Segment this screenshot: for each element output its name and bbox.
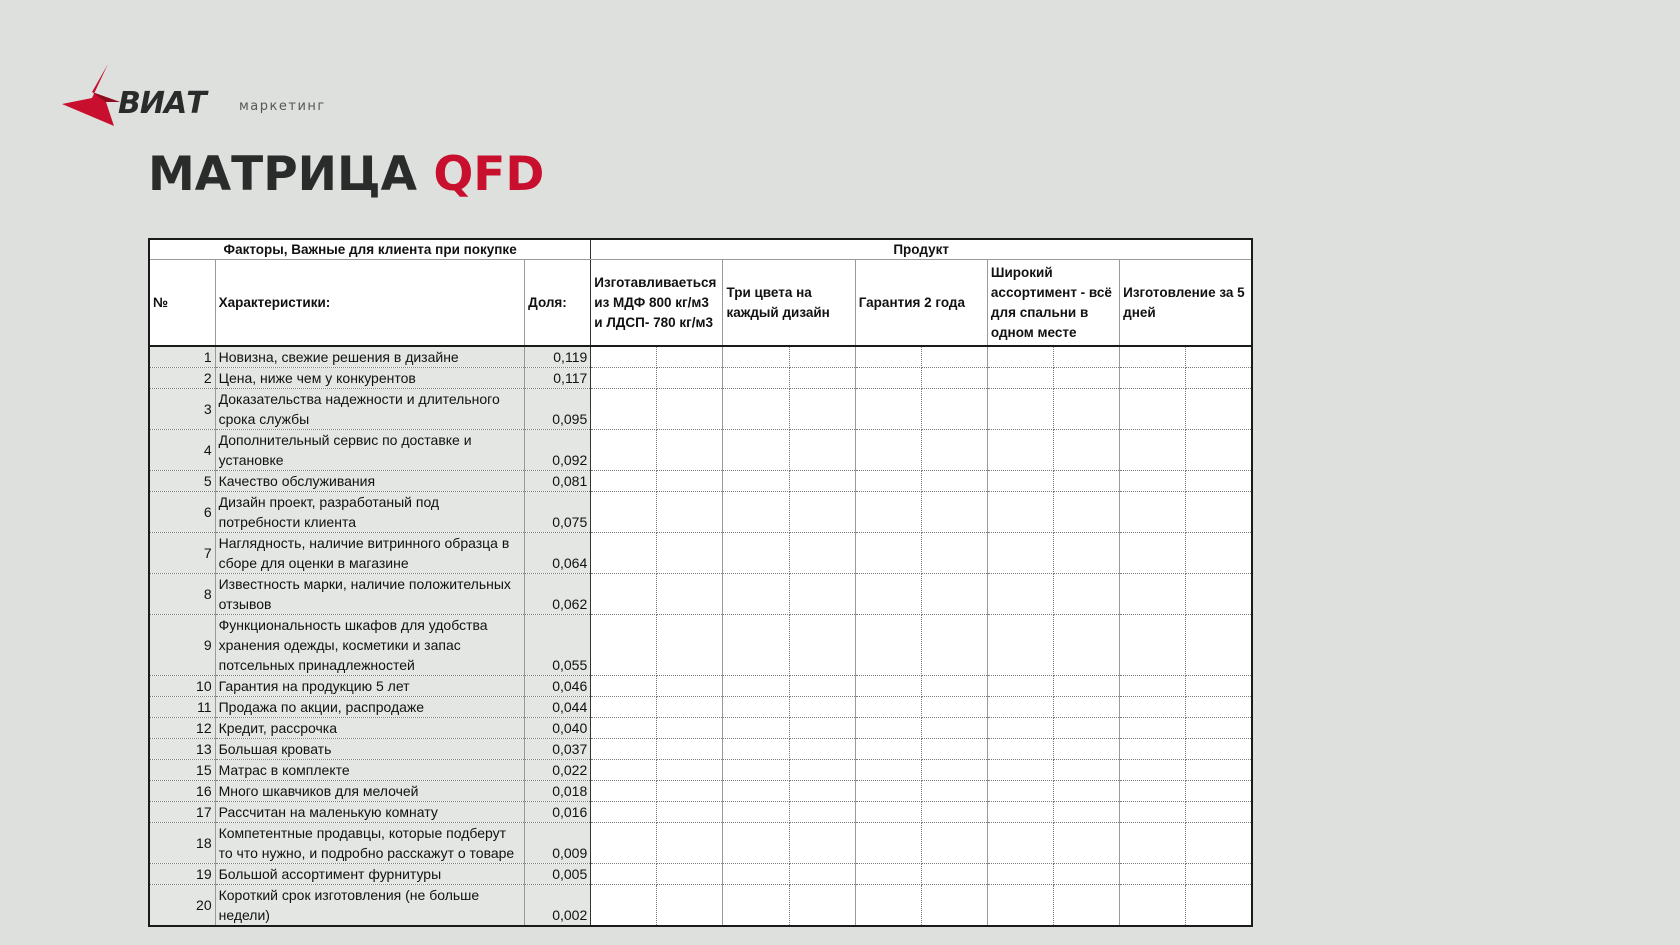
matrix-cell <box>789 739 855 760</box>
matrix-cell <box>1054 492 1120 533</box>
row-characteristic: Большой ассортимент фурнитуры <box>215 864 525 885</box>
matrix-cell <box>723 368 789 389</box>
matrix-cell <box>987 574 1053 615</box>
row-number: 6 <box>149 492 215 533</box>
matrix-cell <box>657 823 723 864</box>
row-characteristic: Много шкавчиков для мелочей <box>215 781 525 802</box>
row-characteristic: Рассчитан на маленькую комнату <box>215 802 525 823</box>
matrix-cell <box>591 533 657 574</box>
matrix-cell <box>789 823 855 864</box>
matrix-cell <box>723 718 789 739</box>
row-characteristic: Цена, ниже чем у конкурентов <box>215 368 525 389</box>
matrix-cell <box>855 368 921 389</box>
number-column-header: № <box>149 260 215 347</box>
matrix-cell <box>855 697 921 718</box>
table-row <box>149 739 1252 760</box>
matrix-cell <box>987 368 1053 389</box>
matrix-cell <box>1120 781 1186 802</box>
row-characteristic: Новизна, свежие решения в дизайне <box>215 346 525 368</box>
matrix-cell <box>591 492 657 533</box>
row-share: 0,095 <box>525 389 591 430</box>
product-group-header: Продукт <box>591 239 1252 260</box>
table-row <box>149 492 1252 533</box>
matrix-cell <box>1186 533 1252 574</box>
matrix-cell <box>723 492 789 533</box>
matrix-cell <box>657 885 723 927</box>
matrix-cell <box>591 676 657 697</box>
matrix-cell <box>987 346 1053 368</box>
row-number: 4 <box>149 430 215 471</box>
matrix-cell <box>855 389 921 430</box>
matrix-cell <box>1054 885 1120 927</box>
matrix-cell <box>657 718 723 739</box>
row-share: 0,092 <box>525 430 591 471</box>
matrix-cell <box>789 492 855 533</box>
matrix-cell <box>1054 864 1120 885</box>
table-row <box>149 781 1252 802</box>
row-characteristic: Большая кровать <box>215 739 525 760</box>
matrix-cell <box>987 430 1053 471</box>
matrix-cell <box>789 574 855 615</box>
matrix-cell <box>921 471 987 492</box>
characteristics-column-header: Характеристики: <box>215 260 525 347</box>
matrix-cell <box>723 739 789 760</box>
matrix-cell <box>921 781 987 802</box>
matrix-cell <box>1120 389 1186 430</box>
matrix-cell <box>1054 368 1120 389</box>
matrix-cell <box>657 739 723 760</box>
matrix-cell <box>855 739 921 760</box>
matrix-cell <box>723 676 789 697</box>
matrix-cell <box>921 615 987 676</box>
row-share: 0,117 <box>525 368 591 389</box>
matrix-cell <box>855 471 921 492</box>
matrix-cell <box>723 533 789 574</box>
matrix-cell <box>657 697 723 718</box>
product-column-header: Изготовление за 5 дней <box>1120 260 1252 347</box>
matrix-cell <box>855 676 921 697</box>
matrix-cell <box>591 471 657 492</box>
table-body <box>149 346 1252 926</box>
row-number: 18 <box>149 823 215 864</box>
row-characteristic: Известность марки, наличие положительных отзывов <box>215 574 525 615</box>
matrix-cell <box>987 718 1053 739</box>
matrix-cell <box>789 718 855 739</box>
matrix-cell <box>1186 471 1252 492</box>
row-number: 3 <box>149 389 215 430</box>
matrix-cell <box>855 430 921 471</box>
row-number: 17 <box>149 802 215 823</box>
matrix-cell <box>1054 718 1120 739</box>
matrix-cell <box>855 760 921 781</box>
matrix-cell <box>789 430 855 471</box>
matrix-cell <box>657 471 723 492</box>
matrix-cell <box>789 676 855 697</box>
matrix-cell <box>657 802 723 823</box>
matrix-cell <box>723 697 789 718</box>
row-share: 0,022 <box>525 760 591 781</box>
matrix-cell <box>723 574 789 615</box>
matrix-cell <box>921 885 987 927</box>
qfd-matrix-table <box>148 238 1253 927</box>
matrix-cell <box>1186 574 1252 615</box>
matrix-cell <box>855 781 921 802</box>
lightning-logo-icon <box>62 62 122 128</box>
row-share: 0,016 <box>525 802 591 823</box>
matrix-cell <box>657 389 723 430</box>
matrix-cell <box>591 389 657 430</box>
row-characteristic: Гарантия на продукцию 5 лет <box>215 676 525 697</box>
matrix-cell <box>921 368 987 389</box>
matrix-cell <box>921 389 987 430</box>
matrix-cell <box>855 718 921 739</box>
row-characteristic: Функциональность шкафов для удобства хранения одежды, косметики и запас потсельных принадлежностей <box>215 615 525 676</box>
matrix-cell <box>855 864 921 885</box>
matrix-cell <box>921 430 987 471</box>
matrix-cell <box>1054 389 1120 430</box>
product-column-header: Широкий ассортимент - всё для спальни в одном месте <box>987 260 1119 347</box>
matrix-cell <box>987 823 1053 864</box>
matrix-cell <box>921 346 987 368</box>
matrix-cell <box>789 346 855 368</box>
matrix-cell <box>591 864 657 885</box>
matrix-cell <box>789 802 855 823</box>
table-row <box>149 533 1252 574</box>
matrix-cell <box>723 471 789 492</box>
matrix-cell <box>657 346 723 368</box>
matrix-cell <box>921 864 987 885</box>
row-number: 10 <box>149 676 215 697</box>
matrix-cell <box>1054 471 1120 492</box>
matrix-cell <box>657 676 723 697</box>
row-share: 0,075 <box>525 492 591 533</box>
matrix-cell <box>1054 676 1120 697</box>
matrix-cell <box>987 615 1053 676</box>
title-accent: QFD <box>433 147 545 202</box>
table-row <box>149 574 1252 615</box>
row-share: 0,044 <box>525 697 591 718</box>
matrix-cell <box>723 389 789 430</box>
table-row <box>149 615 1252 676</box>
matrix-cell <box>1186 802 1252 823</box>
matrix-cell <box>921 574 987 615</box>
matrix-cell <box>1054 574 1120 615</box>
matrix-cell <box>789 697 855 718</box>
matrix-cell <box>723 346 789 368</box>
row-number: 9 <box>149 615 215 676</box>
row-number: 11 <box>149 697 215 718</box>
matrix-cell <box>1186 781 1252 802</box>
matrix-cell <box>657 368 723 389</box>
matrix-cell <box>1186 718 1252 739</box>
matrix-cell <box>591 346 657 368</box>
matrix-cell <box>1054 823 1120 864</box>
matrix-cell <box>789 760 855 781</box>
table-row <box>149 346 1252 368</box>
matrix-cell <box>921 760 987 781</box>
matrix-cell <box>1120 574 1186 615</box>
matrix-cell <box>987 739 1053 760</box>
matrix-cell <box>1186 430 1252 471</box>
matrix-cell <box>1186 864 1252 885</box>
row-characteristic: Дизайн проект, разработаный под потребности клиента <box>215 492 525 533</box>
matrix-cell <box>1120 492 1186 533</box>
row-share: 0,037 <box>525 739 591 760</box>
matrix-cell <box>921 718 987 739</box>
matrix-cell <box>1054 533 1120 574</box>
matrix-cell <box>987 471 1053 492</box>
matrix-cell <box>1054 739 1120 760</box>
page-title <box>148 145 544 205</box>
matrix-cell <box>591 760 657 781</box>
row-share: 0,018 <box>525 781 591 802</box>
matrix-cell <box>657 760 723 781</box>
matrix-cell <box>789 368 855 389</box>
row-characteristic: Матрас в комплекте <box>215 760 525 781</box>
matrix-cell <box>987 389 1053 430</box>
matrix-cell <box>1186 697 1252 718</box>
table-row <box>149 676 1252 697</box>
matrix-cell <box>591 430 657 471</box>
matrix-cell <box>921 823 987 864</box>
row-share: 0,081 <box>525 471 591 492</box>
matrix-cell <box>1186 346 1252 368</box>
matrix-cell <box>657 574 723 615</box>
matrix-cell <box>855 492 921 533</box>
matrix-cell <box>657 781 723 802</box>
matrix-cell <box>855 823 921 864</box>
matrix-cell <box>723 885 789 927</box>
matrix-cell <box>855 615 921 676</box>
table-row <box>149 697 1252 718</box>
table-header <box>149 239 1252 346</box>
matrix-cell <box>723 823 789 864</box>
brand-name: ВИАТ <box>118 86 206 121</box>
matrix-cell <box>987 676 1053 697</box>
matrix-cell <box>1120 676 1186 697</box>
matrix-cell <box>855 802 921 823</box>
matrix-cell <box>1120 739 1186 760</box>
matrix-cell <box>987 533 1053 574</box>
matrix-cell <box>921 676 987 697</box>
matrix-cell <box>1186 676 1252 697</box>
matrix-cell <box>855 885 921 927</box>
matrix-cell <box>1120 864 1186 885</box>
matrix-cell <box>789 471 855 492</box>
brand-logo <box>62 62 362 128</box>
row-number: 8 <box>149 574 215 615</box>
matrix-cell <box>723 430 789 471</box>
row-number: 5 <box>149 471 215 492</box>
matrix-cell <box>789 864 855 885</box>
matrix-cell <box>1120 760 1186 781</box>
matrix-cell <box>591 368 657 389</box>
matrix-cell <box>591 615 657 676</box>
row-characteristic: Кредит, рассрочка <box>215 718 525 739</box>
product-column-header: Три цвета на каждый дизайн <box>723 260 855 347</box>
matrix-cell <box>1186 492 1252 533</box>
row-characteristic: Дополнительный сервис по доставке и установке <box>215 430 525 471</box>
matrix-cell <box>1054 802 1120 823</box>
matrix-cell <box>1054 697 1120 718</box>
title-main: МАТРИЦА <box>148 147 417 202</box>
product-column-header: Изготавливаеться из МДФ 800 кг/м3 и ЛДСП- 780 кг/м3 <box>591 260 723 347</box>
table-row <box>149 802 1252 823</box>
row-number: 1 <box>149 346 215 368</box>
row-characteristic: Компетентные продавцы, которые подберут то что нужно, и подробно расскажут о товаре <box>215 823 525 864</box>
matrix-cell <box>591 823 657 864</box>
matrix-cell <box>987 781 1053 802</box>
matrix-cell <box>1054 760 1120 781</box>
table-row <box>149 885 1252 927</box>
matrix-cell <box>657 430 723 471</box>
table-row <box>149 430 1252 471</box>
brand-tagline: маркетинг <box>239 99 326 114</box>
matrix-cell <box>1186 368 1252 389</box>
row-characteristic: Качество обслуживания <box>215 471 525 492</box>
matrix-cell <box>1054 781 1120 802</box>
row-share: 0,062 <box>525 574 591 615</box>
row-share: 0,119 <box>525 346 591 368</box>
matrix-cell <box>789 533 855 574</box>
matrix-cell <box>657 615 723 676</box>
matrix-cell <box>921 739 987 760</box>
product-column-header: Гарантия 2 года <box>855 260 987 347</box>
row-number: 16 <box>149 781 215 802</box>
matrix-cell <box>1120 471 1186 492</box>
matrix-cell <box>921 492 987 533</box>
row-share: 0,002 <box>525 885 591 927</box>
row-number: 20 <box>149 885 215 927</box>
row-number: 7 <box>149 533 215 574</box>
matrix-cell <box>1186 885 1252 927</box>
matrix-cell <box>1120 533 1186 574</box>
matrix-cell <box>921 697 987 718</box>
matrix-cell <box>591 885 657 927</box>
matrix-cell <box>723 781 789 802</box>
matrix-cell <box>1120 615 1186 676</box>
matrix-cell <box>855 574 921 615</box>
matrix-cell <box>855 346 921 368</box>
row-share: 0,040 <box>525 718 591 739</box>
matrix-cell <box>1054 346 1120 368</box>
matrix-cell <box>1054 615 1120 676</box>
matrix-cell <box>591 574 657 615</box>
table-row <box>149 760 1252 781</box>
row-share: 0,064 <box>525 533 591 574</box>
row-number: 15 <box>149 760 215 781</box>
matrix-cell <box>1054 430 1120 471</box>
matrix-cell <box>789 615 855 676</box>
matrix-cell <box>987 492 1053 533</box>
matrix-cell <box>1186 615 1252 676</box>
matrix-cell <box>723 802 789 823</box>
table-row <box>149 864 1252 885</box>
row-share: 0,009 <box>525 823 591 864</box>
table-row <box>149 471 1252 492</box>
matrix-cell <box>723 615 789 676</box>
matrix-cell <box>591 802 657 823</box>
row-share: 0,055 <box>525 615 591 676</box>
matrix-cell <box>921 533 987 574</box>
matrix-cell <box>1120 802 1186 823</box>
row-number: 12 <box>149 718 215 739</box>
row-number: 2 <box>149 368 215 389</box>
row-characteristic: Доказательства надежности и длительного срока службы <box>215 389 525 430</box>
matrix-cell <box>789 389 855 430</box>
matrix-cell <box>789 885 855 927</box>
matrix-cell <box>1120 430 1186 471</box>
matrix-cell <box>657 533 723 574</box>
matrix-cell <box>987 697 1053 718</box>
matrix-cell <box>1120 368 1186 389</box>
matrix-cell <box>591 718 657 739</box>
matrix-cell <box>987 802 1053 823</box>
matrix-cell <box>1186 823 1252 864</box>
matrix-cell <box>591 781 657 802</box>
table-row <box>149 389 1252 430</box>
table-row <box>149 823 1252 864</box>
matrix-cell <box>987 760 1053 781</box>
row-share: 0,005 <box>525 864 591 885</box>
table-row <box>149 368 1252 389</box>
matrix-cell <box>1186 739 1252 760</box>
row-characteristic: Наглядность, наличие витринного образца в сборе для оценки в магазине <box>215 533 525 574</box>
matrix-cell <box>789 781 855 802</box>
row-characteristic: Короткий срок изготовления (не больше недели) <box>215 885 525 927</box>
matrix-cell <box>1120 823 1186 864</box>
factors-group-header: Факторы, Важные для клиента при покупке <box>149 239 591 260</box>
matrix-cell <box>723 864 789 885</box>
row-share: 0,046 <box>525 676 591 697</box>
matrix-cell <box>1186 760 1252 781</box>
table-row <box>149 718 1252 739</box>
matrix-cell <box>921 802 987 823</box>
matrix-cell <box>1186 389 1252 430</box>
matrix-cell <box>1120 718 1186 739</box>
matrix-cell <box>855 533 921 574</box>
matrix-cell <box>987 885 1053 927</box>
matrix-cell <box>1120 346 1186 368</box>
matrix-cell <box>657 492 723 533</box>
matrix-cell <box>1120 697 1186 718</box>
share-column-header: Доля: <box>525 260 591 347</box>
matrix-cell <box>1120 885 1186 927</box>
matrix-cell <box>657 864 723 885</box>
matrix-cell <box>591 697 657 718</box>
matrix-cell <box>591 739 657 760</box>
row-number: 19 <box>149 864 215 885</box>
matrix-cell <box>723 760 789 781</box>
matrix-cell <box>987 864 1053 885</box>
row-characteristic: Продажа по акции, распродаже <box>215 697 525 718</box>
row-number: 13 <box>149 739 215 760</box>
